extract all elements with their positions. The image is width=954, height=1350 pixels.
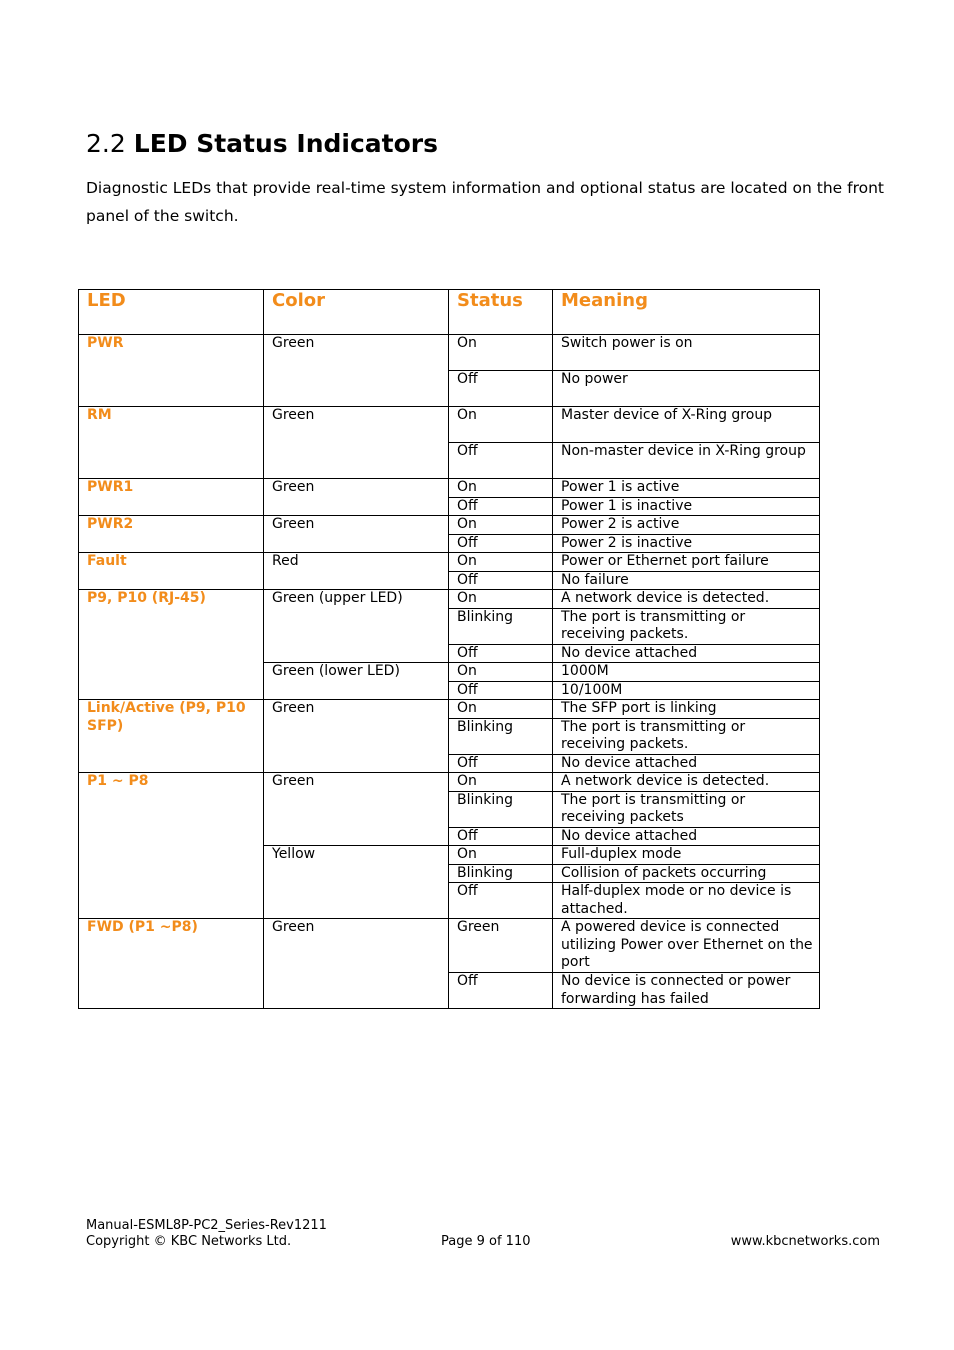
meaning-cell: Master device of X-Ring group bbox=[553, 407, 820, 443]
meaning-cell: No power bbox=[553, 371, 820, 407]
led-name-cell: RM bbox=[79, 407, 264, 479]
color-cell: Green bbox=[264, 773, 449, 846]
color-cell: Green (lower LED) bbox=[264, 663, 449, 700]
status-cell: On bbox=[449, 407, 553, 443]
led-name-cell: PWR bbox=[79, 335, 264, 407]
section-heading bbox=[86, 128, 438, 160]
status-cell: Blinking bbox=[449, 608, 553, 644]
status-cell: Off bbox=[449, 497, 553, 516]
status-cell: Off bbox=[449, 371, 553, 407]
status-cell: Blinking bbox=[449, 864, 553, 883]
page-footer bbox=[86, 1218, 880, 1250]
meaning-cell: 10/100M bbox=[553, 681, 820, 700]
status-cell: Off bbox=[449, 571, 553, 590]
table-row bbox=[79, 700, 820, 719]
led-name-cell: PWR1 bbox=[79, 479, 264, 516]
color-cell: Yellow bbox=[264, 846, 449, 919]
section-title: LED Status Indicators bbox=[133, 129, 438, 158]
table-row bbox=[79, 590, 820, 609]
color-cell: Green (upper LED) bbox=[264, 590, 449, 663]
status-cell: Off bbox=[449, 883, 553, 919]
meaning-cell: The SFP port is linking bbox=[553, 700, 820, 719]
table-header-row bbox=[79, 290, 820, 335]
led-name-cell: Fault bbox=[79, 553, 264, 590]
meaning-cell: Power 2 is inactive bbox=[553, 534, 820, 553]
footer-doc-id: Manual-ESML8P-PC2_Series-Rev1211 bbox=[86, 1218, 327, 1233]
status-cell: Blinking bbox=[449, 718, 553, 754]
meaning-cell: No device attached bbox=[553, 754, 820, 773]
color-cell: Green bbox=[264, 700, 449, 773]
status-cell: Green bbox=[449, 919, 553, 973]
meaning-cell: Power or Ethernet port failure bbox=[553, 553, 820, 572]
intro-paragraph: Diagnostic LEDs that provide real-time system information and optional status are located on the front panel of the switch. bbox=[86, 179, 885, 225]
meaning-cell: Power 1 is active bbox=[553, 479, 820, 498]
footer-page-number: Page 9 of 110 bbox=[441, 1234, 531, 1249]
status-cell: On bbox=[449, 516, 553, 535]
led-name-cell: P9, P10 (RJ-45) bbox=[79, 590, 264, 700]
status-cell: Off bbox=[449, 681, 553, 700]
status-cell: On bbox=[449, 590, 553, 609]
table-row bbox=[79, 479, 820, 498]
meaning-cell: A network device is detected. bbox=[553, 590, 820, 609]
meaning-cell: Non-master device in X-Ring group bbox=[553, 443, 820, 479]
meaning-cell: The port is transmitting or receiving packets. bbox=[553, 718, 820, 754]
table-row bbox=[79, 407, 820, 443]
footer-website: www.kbcnetworks.com bbox=[730, 1234, 880, 1249]
status-cell: On bbox=[449, 479, 553, 498]
status-cell: On bbox=[449, 773, 553, 792]
meaning-cell: No device attached bbox=[553, 827, 820, 846]
meaning-cell: Collision of packets occurring bbox=[553, 864, 820, 883]
status-cell: Off bbox=[449, 973, 553, 1009]
led-status-table bbox=[78, 289, 820, 1009]
meaning-cell: Power 2 is active bbox=[553, 516, 820, 535]
table-row bbox=[79, 773, 820, 792]
section-number: 2.2 bbox=[86, 129, 126, 158]
status-cell: Off bbox=[449, 827, 553, 846]
header-meaning: Meaning bbox=[553, 290, 820, 335]
meaning-cell: The port is transmitting or receiving packets bbox=[553, 791, 820, 827]
status-cell: On bbox=[449, 663, 553, 682]
status-cell: On bbox=[449, 553, 553, 572]
color-cell: Green bbox=[264, 919, 449, 1009]
color-cell: Red bbox=[264, 553, 449, 590]
meaning-cell: Power 1 is inactive bbox=[553, 497, 820, 516]
meaning-cell: No device attached bbox=[553, 644, 820, 663]
meaning-cell: A network device is detected. bbox=[553, 773, 820, 792]
led-name-cell: FWD (P1 ~P8) bbox=[79, 919, 264, 1009]
status-cell: Blinking bbox=[449, 791, 553, 827]
color-cell: Green bbox=[264, 516, 449, 553]
table-row bbox=[79, 516, 820, 535]
status-cell: On bbox=[449, 335, 553, 371]
meaning-cell: No device is connected or power forwarding has failed bbox=[553, 973, 820, 1009]
table-row bbox=[79, 553, 820, 572]
status-cell: Off bbox=[449, 644, 553, 663]
color-cell: Green bbox=[264, 407, 449, 479]
header-status: Status bbox=[449, 290, 553, 335]
header-led: LED bbox=[79, 290, 264, 335]
meaning-cell: Full-duplex mode bbox=[553, 846, 820, 865]
table-row bbox=[79, 335, 820, 371]
led-name-cell: Link/Active (P9, P10 SFP) bbox=[79, 700, 264, 773]
meaning-cell: No failure bbox=[553, 571, 820, 590]
table-row bbox=[79, 919, 820, 973]
status-cell: Off bbox=[449, 443, 553, 479]
color-cell: Green bbox=[264, 479, 449, 516]
led-name-cell: PWR2 bbox=[79, 516, 264, 553]
color-cell: Green bbox=[264, 335, 449, 407]
header-color: Color bbox=[264, 290, 449, 335]
led-name-cell: P1 ~ P8 bbox=[79, 773, 264, 919]
table-body bbox=[79, 335, 820, 1009]
meaning-cell: 1000M bbox=[553, 663, 820, 682]
meaning-cell: The port is transmitting or receiving packets. bbox=[553, 608, 820, 644]
meaning-cell: Switch power is on bbox=[553, 335, 820, 371]
meaning-cell: Half-duplex mode or no device is attached. bbox=[553, 883, 820, 919]
status-cell: Off bbox=[449, 754, 553, 773]
status-cell: Off bbox=[449, 534, 553, 553]
meaning-cell: A powered device is connected utilizing Power over Ethernet on the port bbox=[553, 919, 820, 973]
status-cell: On bbox=[449, 846, 553, 865]
status-cell: On bbox=[449, 700, 553, 719]
footer-copyright: Copyright © KBC Networks Ltd. bbox=[86, 1234, 292, 1249]
